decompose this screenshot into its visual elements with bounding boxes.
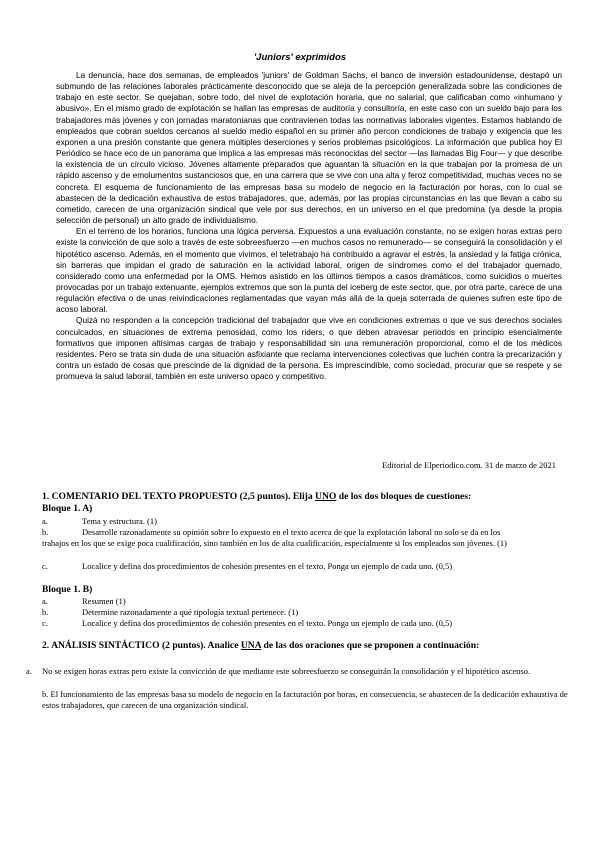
- paragraph-1: La denuncia, hace dos semanas, de empleados 'juniors' de Goldman Sachs, el banco de inversión estadounidense, destapó un submundo de las relaciones laborales prácticamente desconocido que se aleja de la percepción generalizada sobre las condiciones de trabajo en este sector. Se quejaban, sobre todo, del nivel de explotación horaria, que no salarial, que calificaban como «inhumano y abusivo». En el mismo grado de explotación se hallan las empresas de auditoría y consultoría, en este caso con un sueldo bajo para los trabajadores más jóvenes y con jornadas maratonianas que contravienen todas las normativas laborales vigentes. Estamos hablando de empleados que cobran sueldos cercanos al sueldo medio español en su primer año percon condiciones de trabajo y exigencia que les exponen a una presión constante que genera múltiples deserciones y serios problemas psicológicos. La información que publica hoy El Periódico se hace eco de un panorama que implica a las empresas más reconocidas del sector —las llamadas Big Four— y que describe la existencia de un círculo vicioso. Jóvenes altamente preparados que aguantan la situación en la que trabajan por la promesa de un rápido ascenso y de emolumentos sustanciosos que, en una carrera que se vive con una alta y feroz competitividad, muchas veces no se concreta. El esquema de funcionamiento de las empresas basa su modelo de negocio en la facturación por horas, con lo cual se abastecen de la dedicación exhaustiva de estos trabajadores, que, además, por las propias circunstancias en las que llevan a cabo su cometido, carecen de una organización sindical que vele por sus derechos, en un universo en el que predomina (ya desde la propia selección de personal) un alto grado de individualismo.: [56, 70, 562, 226]
- item-text: Determine razonadamente a qué tipología textual pertenece. (1): [82, 607, 299, 617]
- article-source: Editorial de Elperiodico.com. 31 de marzo de 2021: [382, 460, 556, 470]
- section-1-heading: [42, 491, 570, 503]
- item-text: Resumen (1): [82, 596, 126, 606]
- sentence-a-text: No se exigen horas extras pero existe la convicción de que mediante este sobreesfuerzo se conseguirán la consolidación y el hipotético ascenso.: [42, 666, 531, 676]
- article-title: 'Juniors' exprimidos: [253, 52, 347, 63]
- item-text: Localice y defina dos procedimientos de cohesión presentes en el texto. Ponga un ejemplo de cada uno. (0,5): [82, 618, 453, 628]
- paragraph-2: En el terreno de los horarios, funciona una lógica perversa. Expuestos a una evaluación constante, no se exigen horas extras pero existe la convicción de que solo a través de este sobreesfuerzo —en muchos casos no remunerado— se conseguirá la consolidación y el hipotético ascenso. Además, en el momento que vivimos, el teletrabajo ha contribuido a agravar el estrés, la ansiedad y la fatiga crónica, sin barreras que impidan el grado de saturación en la actividad laboral, origen de síndromes como el del trabajador quemado, considerado como una enfermedad por la OMS. Hemos asistido en los últimos tiempos a casos dramáticos, como suicidios o muertes provocadas por un trabajo extenuante, ejemplos extremos que son la punta del iceberg de este sector, que, por otra parte, carece de una regulación efectiva o de unas reivindicaciones reglamentadas que vayan más allá de la queja soterrada de quienes sufren este tipo de acoso laboral.: [56, 226, 562, 315]
- sentence-a-label: a.: [26, 666, 32, 676]
- item-text: Tema y estructura. (1): [82, 516, 157, 526]
- section-2-heading-underlined: UNA: [240, 640, 262, 651]
- paragraph-3: Quizá no responden a la concepción tradicional del trabajador que vive en condiciones extremas o que ve sus derechos sociales conculcados, en situaciones de extrema penosidad, como los riders, o que deben atravesar periodos en principio esencialmente formativos que imponen altísimas cargas de trabajo y responsabilidad sin una remuneración proporcional, como el de los médicos residentes. Pero se trata sin duda de una situación asfixiante que reclama intervenciones colectivas que luchen contra la precarización y contra un estado de cosas que prescinde de la dignidad de la persona. Es imprescindible, como sociedad, procurar que se respete y se promueva la salud laboral, también en este universo opaco y competitivo.: [56, 315, 562, 382]
- item-label: b.: [42, 607, 49, 617]
- item-label: c.: [42, 561, 48, 571]
- item-text: Desarrolle razonadamente su opinión sobre lo expuesto en el texto acerca de que la explotación laboral no solo se da en los trabajos en los que se exige poca cualificación, sino también en los de alta cualificación, especialmente si los empleados son jóvenes. (1): [42, 527, 507, 548]
- section-2-heading: [42, 640, 570, 652]
- item-label: b.: [42, 527, 49, 537]
- section-1-heading-text: 1. COMENTARIO DEL TEXTO PROPUESTO (2,5 puntos). Elija: [42, 491, 316, 502]
- item-label: c.: [42, 618, 48, 628]
- item-label: a.: [42, 516, 48, 526]
- item-label: a.: [42, 596, 48, 606]
- article-body: [56, 70, 562, 382]
- section-1-heading-underlined: UNO: [315, 491, 337, 502]
- section-2-heading-text: 2. ANÁLISIS SINTÁCTICO (2 puntos). Analice: [42, 640, 241, 651]
- block-a-heading: Bloque 1. A): [42, 503, 93, 514]
- section-2-heading-rest: de las dos oraciones que se proponen a continuación:: [261, 640, 480, 651]
- section-1-heading-rest: de los dos bloques de cuestiones:: [336, 491, 472, 502]
- sentence-b-text: b. El funcionamiento de las empresas basa su modelo de negocio en la facturación por horas, en consecuencia, se abastecen de la dedicación exhaustiva de estos trabajadores, que carecen de una organización sindical.: [42, 689, 568, 710]
- block-b-heading: Bloque 1. B): [42, 584, 93, 595]
- item-text: Localice y defina dos procedimientos de cohesión presentes en el texto. Ponga un ejemplo de cada uno. (0,5): [82, 561, 453, 571]
